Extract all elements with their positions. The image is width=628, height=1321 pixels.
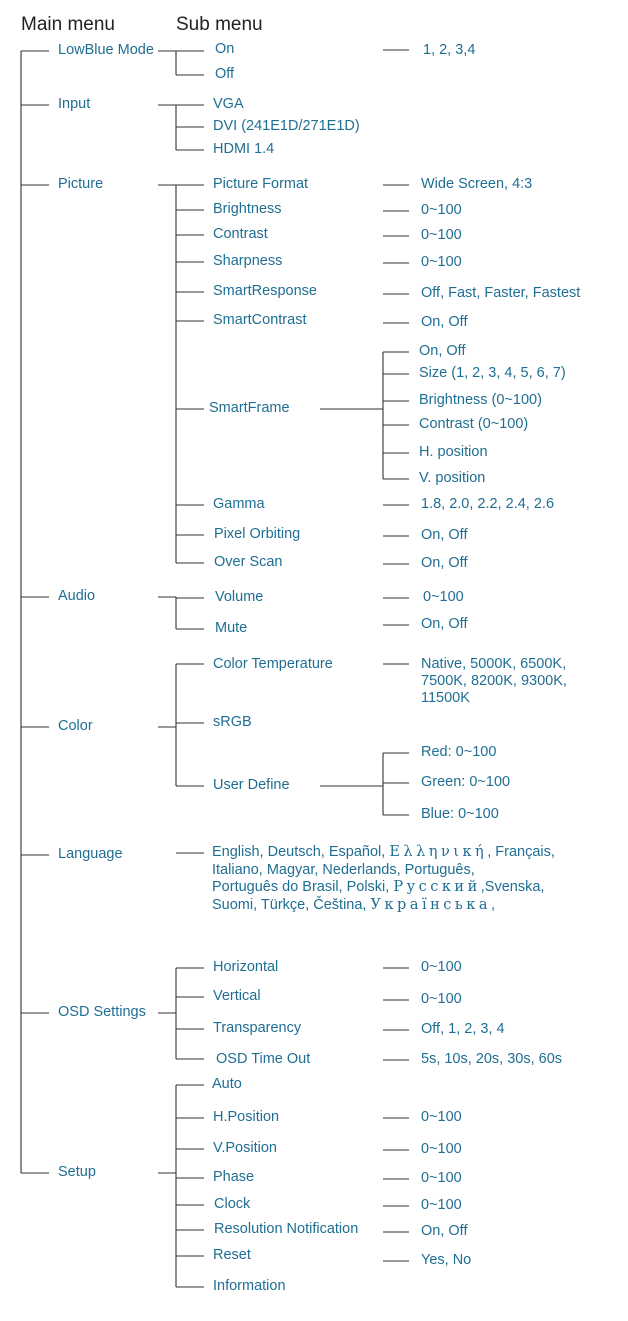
language-list-line-part: Ελληνική [389, 844, 488, 860]
sub-menu-item: Transparency [213, 1020, 302, 1036]
value-text: 0~100 [421, 991, 462, 1007]
main-menu-item: Language [58, 846, 123, 862]
sub-menu-header: Sub menu [176, 14, 263, 35]
sub-menu-item: SmartResponse [213, 283, 317, 299]
language-list-line-part: Italiano, Magyar, Nederlands, Português, [212, 862, 475, 878]
value-text: 0~100 [421, 1141, 462, 1157]
value-text: Yes, No [421, 1252, 472, 1268]
value-text-line: 7500K, 8200K, 9300K, [421, 673, 567, 689]
sub-menu-item: DVI (241E1D/271E1D) [213, 118, 360, 134]
sub-menu-item: Off [215, 66, 235, 82]
sub-menu-item: Over Scan [214, 554, 283, 570]
value-text: On, Off [421, 314, 468, 330]
value-text: 0~100 [421, 227, 462, 243]
sub-menu-item: SmartFrame [209, 400, 290, 416]
sub-menu-item: Information [213, 1278, 286, 1294]
value-text: 1, 2, 3,4 [423, 42, 476, 58]
main-menu-item: Setup [58, 1164, 96, 1180]
sub-menu-item: Mute [215, 620, 248, 636]
sub-menu-item: Sharpness [213, 253, 283, 269]
language-list-line-part: , [491, 897, 496, 913]
sub-menu-item: Volume [215, 589, 264, 605]
language-list-line [212, 879, 544, 896]
language-list-line [212, 897, 495, 914]
language-list-line-part: Русский [393, 879, 481, 895]
value-text: Wide Screen, 4:3 [421, 176, 533, 192]
language-list-line [212, 844, 555, 861]
value-text: 0~100 [421, 202, 462, 218]
value-text: 0~100 [421, 1197, 462, 1213]
value-text: Off, 1, 2, 3, 4 [421, 1021, 505, 1037]
value-text: 0~100 [421, 1109, 462, 1125]
main-menu-item: OSD Settings [58, 1004, 146, 1020]
main-menu-item: Color [58, 718, 93, 734]
value-text: 0~100 [421, 1170, 462, 1186]
sub-menu-item: Pixel Orbiting [214, 526, 301, 542]
option-text: On, Off [419, 343, 466, 359]
value-text: On, Off [421, 555, 468, 571]
value-text: 0~100 [421, 254, 462, 270]
sub-menu-item: Gamma [213, 496, 265, 512]
main-menu-item: Picture [58, 176, 104, 192]
value-text: On, Off [421, 616, 468, 632]
sub-menu-item: Brightness [213, 201, 282, 217]
sub-menu-item: Color Temperature [213, 656, 333, 672]
sub-menu-item: On [215, 41, 235, 57]
sub-menu-item: Vertical [213, 988, 261, 1004]
option-text: H. position [419, 444, 488, 460]
main-menu-item: Audio [58, 588, 96, 604]
sub-menu-item: Picture Format [213, 176, 309, 192]
language-list-line-part: Português do Brasil, Polski, [212, 879, 394, 895]
sub-menu-item: sRGB [213, 714, 252, 730]
language-list-line-part: , Français, [487, 844, 555, 860]
value-text-line: 11500K [421, 690, 470, 706]
value-text: Off, Fast, Faster, Fastest [421, 285, 581, 301]
option-text: Size (1, 2, 3, 4, 5, 6, 7) [419, 365, 566, 381]
sub-menu-item: V.Position [213, 1140, 277, 1156]
option-text: Red: 0~100 [421, 744, 497, 760]
option-text: V. position [419, 470, 486, 486]
sub-menu-item: Clock [214, 1196, 251, 1212]
value-text: 1.8, 2.0, 2.2, 2.4, 2.6 [421, 496, 555, 512]
main-menu-item: Input [58, 96, 91, 112]
main-menu-header: Main menu [21, 14, 115, 35]
sub-menu-item: H.Position [213, 1109, 280, 1125]
value-text: 0~100 [421, 959, 462, 975]
option-text: Green: 0~100 [421, 774, 511, 790]
value-text: 5s, 10s, 20s, 30s, 60s [421, 1051, 563, 1067]
sub-menu-item: Horizontal [213, 959, 279, 975]
language-list-line-part: ,Svenska, [480, 879, 545, 895]
sub-menu-item: Auto [212, 1076, 242, 1092]
value-text: On, Off [421, 1223, 468, 1239]
sub-menu-item: SmartContrast [213, 312, 307, 328]
option-text: Blue: 0~100 [421, 806, 499, 822]
option-text: Contrast (0~100) [419, 416, 529, 432]
language-list-line-part: Suomi, Türkçe, Čeština, [212, 897, 371, 913]
sub-menu-item: OSD Time Out [216, 1051, 311, 1067]
sub-menu-item: Resolution Notification [214, 1221, 359, 1237]
sub-menu-item: HDMI 1.4 [213, 141, 275, 157]
value-text: 0~100 [423, 589, 464, 605]
language-list-line [212, 862, 475, 879]
value-text: On, Off [421, 527, 468, 543]
sub-menu-item: Contrast [213, 226, 268, 242]
language-list-line-part: English, Deutsch, Español, [212, 844, 390, 860]
sub-menu-item: Reset [213, 1247, 251, 1263]
language-list-line-part: Українська [370, 897, 491, 913]
sub-menu-item: Phase [213, 1169, 255, 1185]
option-text: Brightness (0~100) [419, 392, 542, 408]
value-text-line: Native, 5000K, 6500K, [421, 656, 567, 672]
sub-menu-item: VGA [213, 96, 244, 112]
sub-menu-item: User Define [213, 777, 290, 793]
main-menu-item: LowBlue Mode [58, 42, 154, 58]
